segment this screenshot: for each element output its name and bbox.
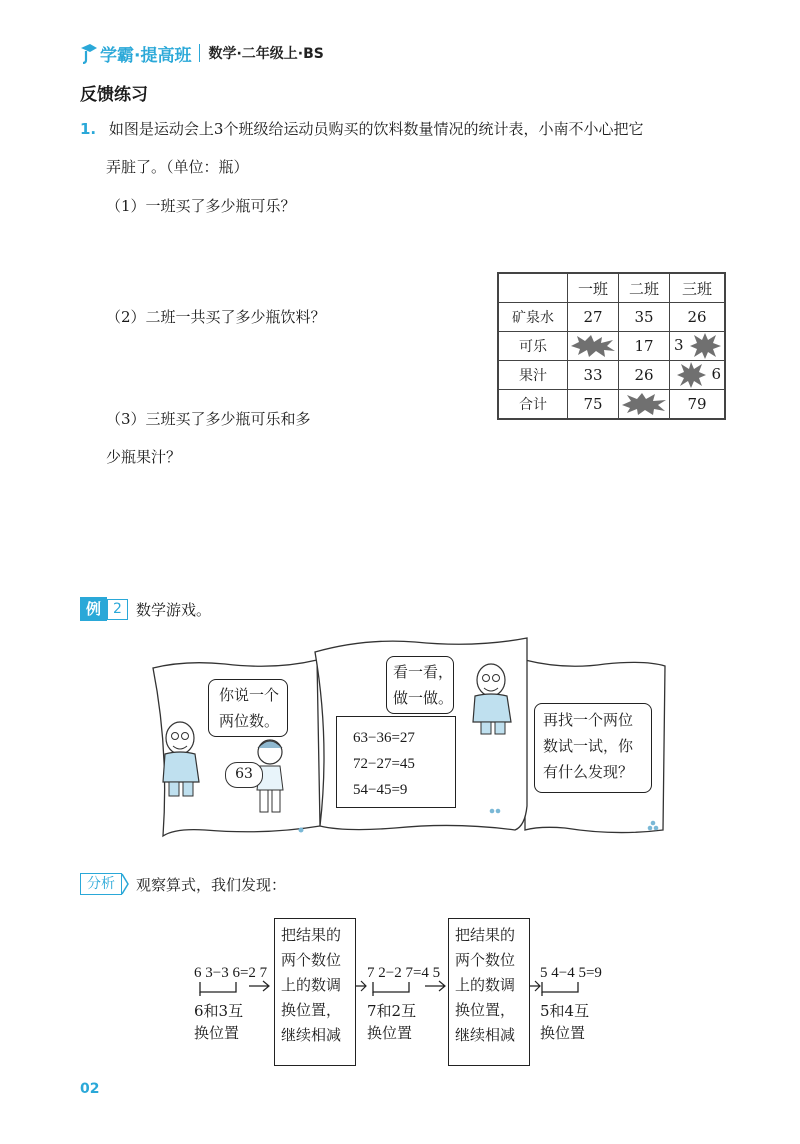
note-line: 5和4互 xyxy=(540,1002,590,1020)
analysis-tag xyxy=(80,873,286,895)
swap-note-2 xyxy=(367,1000,416,1044)
question-number: 1. xyxy=(80,120,97,138)
table-cell-visible-digit: 6 xyxy=(711,365,721,383)
swap-note-3 xyxy=(540,1000,589,1044)
note-line: 换位置 xyxy=(367,1024,413,1042)
table-row xyxy=(498,361,725,390)
equation: 72−27=45 xyxy=(353,756,415,772)
box-line: 换位置， xyxy=(281,1001,342,1019)
box-line: 两个数位 xyxy=(281,951,342,969)
note-line: 换位置 xyxy=(540,1024,586,1042)
book-subtitle: 数学·二年级上·BS xyxy=(208,46,324,62)
table-cell: 79 xyxy=(670,390,726,420)
table-cell: 27 xyxy=(568,303,619,332)
table-header-cell: 三班 xyxy=(670,273,726,303)
table-cell-visible-digit: 3 xyxy=(674,336,684,354)
bubble-line: 两位数。 xyxy=(219,712,280,730)
bubble-line: 数试一试，你 xyxy=(543,737,634,755)
question-text: 如图是运动会上3个班级给运动员购买的饮料数量情况的统计表，小南不小心把它 xyxy=(108,120,644,138)
ink-blot-icon xyxy=(569,334,617,358)
swap-bracket-3 xyxy=(540,982,600,1002)
table-corner xyxy=(498,273,568,303)
smudged-cell xyxy=(619,390,670,420)
swap-bracket-2 xyxy=(367,982,427,1002)
beverage-stats-table xyxy=(497,272,726,420)
swap-bracket-1 xyxy=(194,982,254,1002)
table-cell: 26 xyxy=(619,361,670,390)
flow-equation-3: 5 4−4 5=9 xyxy=(540,965,602,981)
table-row xyxy=(498,332,725,361)
arrow-right-icon xyxy=(425,980,449,992)
row-label: 可乐 xyxy=(498,332,568,361)
box-line: 两个数位 xyxy=(455,951,516,969)
analysis-label: 分析 xyxy=(80,873,122,895)
box-line: 把结果的 xyxy=(455,926,516,944)
section-title: 反馈练习 xyxy=(80,85,148,105)
example-tag xyxy=(80,597,211,621)
smudged-cell xyxy=(568,332,619,361)
step-box-1 xyxy=(274,918,356,1066)
swap-note-1 xyxy=(194,1000,243,1044)
speech-bubble-3 xyxy=(534,703,652,793)
row-label: 果汁 xyxy=(498,361,568,390)
smudged-cell xyxy=(670,332,726,361)
equations-board xyxy=(336,716,456,808)
example-title: 数学游戏。 xyxy=(135,600,211,619)
sub-question-2: （2）二班一共买了多少瓶饮料？ xyxy=(106,308,326,326)
speech-bubble-2 xyxy=(386,656,454,714)
flow-equation-2: 7 2−2 7=4 5 xyxy=(367,965,441,981)
analysis-text: 观察算式，我们发现： xyxy=(136,875,287,894)
table-cell: 17 xyxy=(619,332,670,361)
bubble-line: 你说一个 xyxy=(219,686,280,704)
graduation-cap-icon xyxy=(80,42,98,64)
table-header-cell: 一班 xyxy=(568,273,619,303)
bubble-line: 再找一个两位 xyxy=(543,711,634,729)
question-1-line2: 弄脏了。（单位：瓶） xyxy=(106,158,249,176)
note-line: 7和2互 xyxy=(367,1002,417,1020)
box-line: 继续相减 xyxy=(281,1026,342,1044)
bubble-line: 做一做。 xyxy=(393,689,454,707)
ink-blot-icon xyxy=(688,332,722,360)
ink-blot-icon xyxy=(620,392,668,416)
sub-question-3-line1: （3）三班买了多少瓶可乐和多 xyxy=(106,410,311,428)
box-line: 把结果的 xyxy=(281,926,342,944)
table-cell: 33 xyxy=(568,361,619,390)
example-label: 例 xyxy=(80,597,107,621)
ink-blot-icon xyxy=(675,361,707,389)
thought-bubble: 63 xyxy=(225,762,263,788)
smudged-cell xyxy=(670,361,726,390)
table-row xyxy=(498,390,725,420)
bubble-line: 看一看， xyxy=(393,663,454,681)
box-line: 继续相减 xyxy=(455,1026,516,1044)
table-header-row xyxy=(498,273,725,303)
header-divider xyxy=(199,44,200,62)
speech-bubble-1 xyxy=(208,679,288,737)
chevron-right-icon xyxy=(122,873,130,895)
bubble-line: 有什么发现？ xyxy=(543,763,634,781)
row-label: 矿泉水 xyxy=(498,303,568,332)
table-cell: 35 xyxy=(619,303,670,332)
row-label: 合计 xyxy=(498,390,568,420)
sub-question-1: （1）一班买了多少瓶可乐？ xyxy=(106,197,296,215)
arrow-right-icon xyxy=(249,980,273,992)
flow-equation-1: 6 3−3 6=2 7 xyxy=(194,965,268,981)
page-number: 02 xyxy=(80,1081,100,1097)
box-line: 上的数调 xyxy=(455,976,516,994)
box-line: 换位置， xyxy=(455,1001,516,1019)
note-line: 6和3互 xyxy=(194,1002,244,1020)
brand-logo xyxy=(80,41,191,66)
brand-name: 学霸·提高班 xyxy=(100,45,192,66)
table-row xyxy=(498,303,725,332)
equation: 54−45=9 xyxy=(353,782,408,798)
note-line: 换位置 xyxy=(194,1024,240,1042)
table-cell: 75 xyxy=(568,390,619,420)
page-header xyxy=(80,38,324,68)
example-number: 2 xyxy=(107,599,128,620)
question-1-line1 xyxy=(80,119,643,139)
table-cell: 26 xyxy=(670,303,726,332)
sub-question-3-line2: 少瓶果汁？ xyxy=(106,448,182,466)
box-line: 上的数调 xyxy=(281,976,342,994)
equation: 63−36=27 xyxy=(353,730,415,746)
step-box-2 xyxy=(448,918,530,1066)
table-header-cell: 二班 xyxy=(619,273,670,303)
